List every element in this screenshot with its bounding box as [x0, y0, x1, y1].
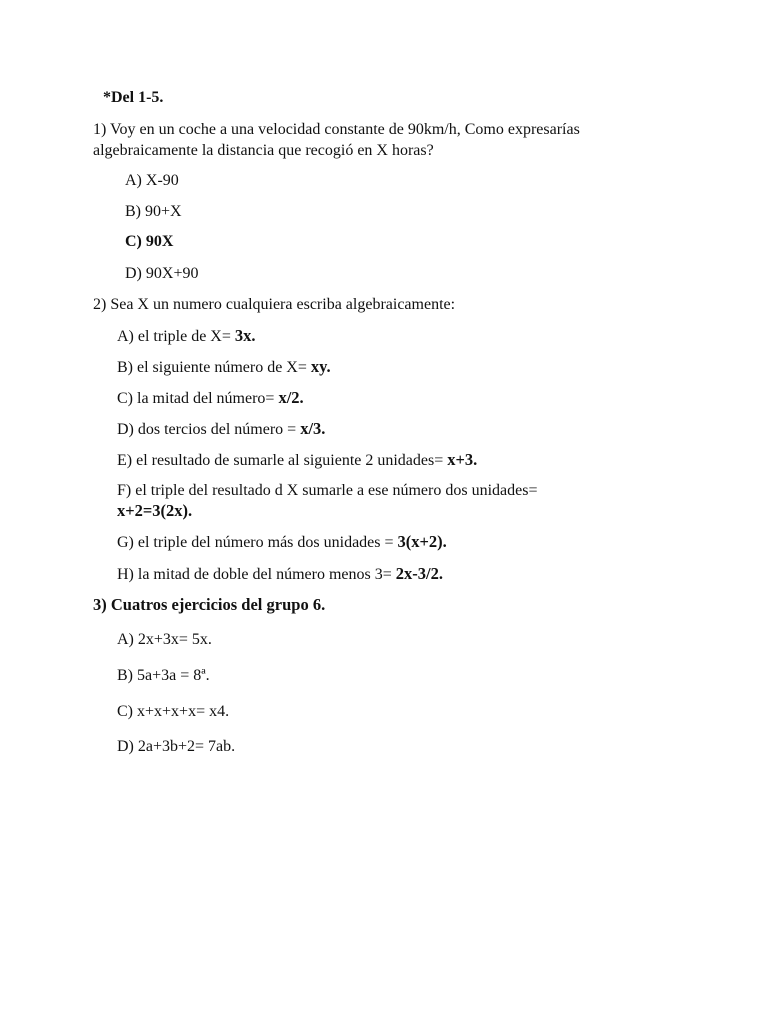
q2-item-a-answer: 3x.: [234, 326, 256, 345]
question-1-line-1: 1) Voy en un coche a una velocidad constante de 90km/h, Como expresarías: [93, 121, 580, 138]
q2-item-b-text: B) el siguiente número de X=: [117, 359, 311, 376]
q2-item-e-answer: x+3.: [447, 450, 478, 469]
q2-item-d-answer: x/3.: [300, 419, 326, 438]
q1-option-b: B) 90+X: [125, 203, 182, 220]
q3-item-a: A) 2x+3x= 5x.: [117, 631, 212, 648]
q2-item-h: [117, 564, 443, 585]
q2-item-b-answer: xy.: [310, 357, 331, 376]
question-3-title: 3) Cuatros ejercicios del grupo 6.: [93, 595, 326, 614]
page-heading: *Del 1-5.: [103, 89, 164, 106]
question-1-line-2: algebraicamente la distancia que recogió en X horas?: [93, 142, 434, 159]
q2-item-e-text: E) el resultado de sumarle al siguiente 2 unidades=: [117, 452, 448, 469]
q2-item-g-text: G) el triple del número más dos unidades =: [117, 534, 398, 551]
q2-item-f-answer: x+2=3(2x).: [117, 501, 193, 520]
q2-item-d-text: D) dos tercios del número =: [117, 421, 301, 438]
q1-option-d: D) 90X+90: [125, 265, 199, 282]
q2-item-b: [117, 357, 331, 378]
q1-option-c: C) 90X: [125, 233, 174, 250]
q2-item-e: [117, 450, 477, 471]
q2-item-c: [117, 388, 304, 409]
q3-item-b: B) 5a+3a = 8ª.: [117, 667, 210, 684]
q2-item-a: [117, 326, 256, 347]
q2-item-g-answer: 3(x+2).: [397, 532, 447, 551]
q2-item-g: [117, 532, 447, 553]
q2-item-c-text: C) la mitad del número=: [117, 390, 279, 407]
q2-item-h-answer: 2x-3/2.: [395, 564, 443, 583]
q2-item-h-text: H) la mitad de doble del número menos 3=: [117, 566, 396, 583]
q1-option-a: A) X-90: [125, 172, 179, 189]
q3-item-c: C) x+x+x+x= x4.: [117, 703, 230, 720]
q2-item-f-text: F) el triple del resultado d X sumarle a ese número dos unidades=: [117, 482, 538, 499]
q2-item-c-answer: x/2.: [278, 388, 304, 407]
q3-item-d: D) 2a+3b+2= 7ab.: [117, 738, 236, 755]
q2-item-d: [117, 419, 325, 440]
question-2-prompt: 2) Sea X un numero cualquiera escriba algebraicamente:: [93, 296, 456, 313]
q2-item-a-text: A) el triple de X=: [117, 328, 235, 345]
